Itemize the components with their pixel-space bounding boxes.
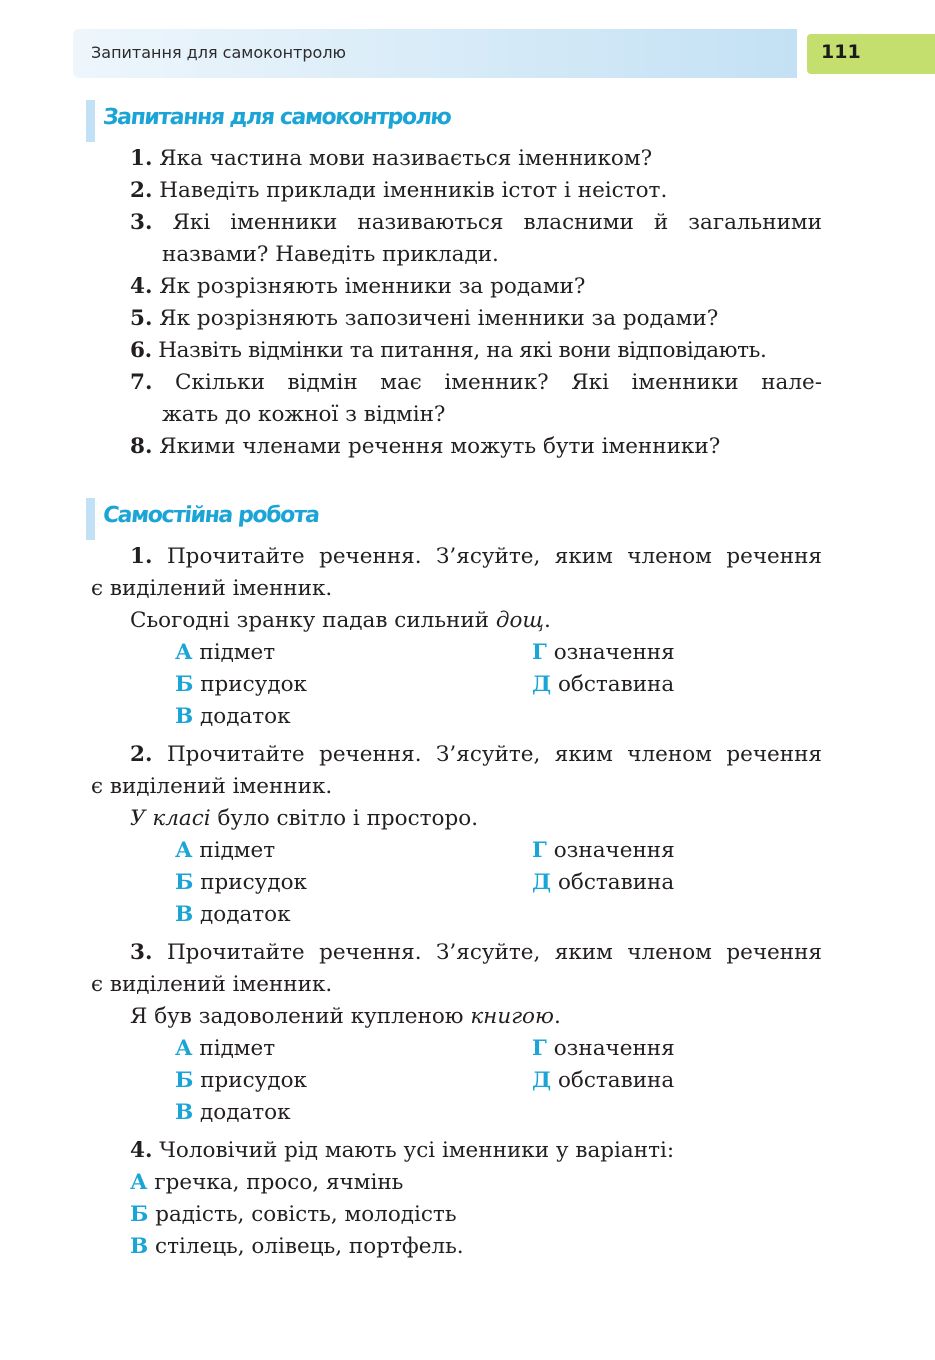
- question-3-continuation: назвами? Наведіть приклади.: [162, 242, 499, 267]
- task-4-option-a: А гречка, просо, ячмінь: [130, 1170, 404, 1195]
- task-2-option-d: Д обставина: [532, 870, 675, 895]
- task-3-option-d: Д обставина: [532, 1068, 675, 1093]
- task-1-option-a: А підмет: [175, 640, 276, 665]
- task-2-option-g: Г означення: [532, 838, 675, 863]
- page-number-box: [807, 34, 935, 74]
- task-3-prompt-continuation: є виділений іменник.: [91, 972, 333, 997]
- page-number: 111: [821, 41, 861, 63]
- section-heading-title: Запитання для самоконтролю: [101, 105, 452, 130]
- question-2: 2. Наведіть приклади іменників істот і неістот.: [130, 178, 668, 203]
- task-3-prompt: 3. Прочитайте речення. З’ясуйте, яким членом речення: [130, 940, 822, 965]
- highlighted-noun: дощ: [495, 608, 544, 633]
- task-3-option-g: Г означення: [532, 1036, 675, 1061]
- task-4-option-v: В стілець, олівець, портфель.: [130, 1234, 464, 1259]
- question-6: 6. Назвіть відмінки та питання, на які вони відповідають.: [130, 338, 767, 363]
- highlighted-noun: книгою: [470, 1004, 554, 1029]
- question-7-continuation: жать до кожної з відмін?: [162, 402, 446, 427]
- running-header: [73, 29, 797, 78]
- question-4: 4. Як розрізняють іменники за родами?: [130, 274, 586, 299]
- section-heading-title: Самостійна робота: [101, 503, 321, 528]
- section-heading-bar: [86, 498, 95, 540]
- question-7: 7. Скільки відмін має іменник? Які іменники нале-: [130, 370, 822, 395]
- task-1-option-v: В додаток: [175, 704, 291, 729]
- task-2-option-v: В додаток: [175, 902, 291, 927]
- task-4-option-b: Б радість, совість, молодість: [130, 1202, 457, 1227]
- question-8: 8. Якими членами речення можуть бути іменники?: [130, 434, 721, 459]
- task-3-option-b: Б присудок: [175, 1068, 307, 1093]
- task-2-option-a: А підмет: [175, 838, 276, 863]
- task-1-option-g: Г означення: [532, 640, 675, 665]
- task-1-option-d: Д обставина: [532, 672, 675, 697]
- section-heading-bar: [86, 100, 95, 142]
- question-5: 5. Як розрізняють запозичені іменники за родами?: [130, 306, 719, 331]
- task-1-prompt-continuation: є виділений іменник.: [91, 576, 333, 601]
- task-3-sentence: Я був задоволений купленою книгою.: [130, 1004, 561, 1029]
- question-1: 1. Яка частина мови називається іменником?: [130, 146, 653, 171]
- highlighted-noun: У класі: [130, 806, 211, 831]
- running-header-title: Запитання для самоконтролю: [91, 43, 347, 62]
- task-1-option-b: Б присудок: [175, 672, 307, 697]
- task-1-prompt: 1. Прочитайте речення. З’ясуйте, яким членом речення: [130, 544, 822, 569]
- question-3: 3. Які іменники називаються власними й загальними: [130, 210, 822, 235]
- task-2-option-b: Б присудок: [175, 870, 307, 895]
- task-2-prompt-continuation: є виділений іменник.: [91, 774, 333, 799]
- task-1-sentence: Сьогодні зранку падав сильний дощ.: [130, 608, 551, 633]
- task-4-prompt: 4. Чоловічий рід мають усі іменники у варіанті:: [130, 1138, 675, 1163]
- task-2-prompt: 2. Прочитайте речення. З’ясуйте, яким членом речення: [130, 742, 822, 767]
- task-3-option-v: В додаток: [175, 1100, 291, 1125]
- task-3-option-a: А підмет: [175, 1036, 276, 1061]
- task-2-sentence: У класі було світло і просторо.: [130, 806, 479, 831]
